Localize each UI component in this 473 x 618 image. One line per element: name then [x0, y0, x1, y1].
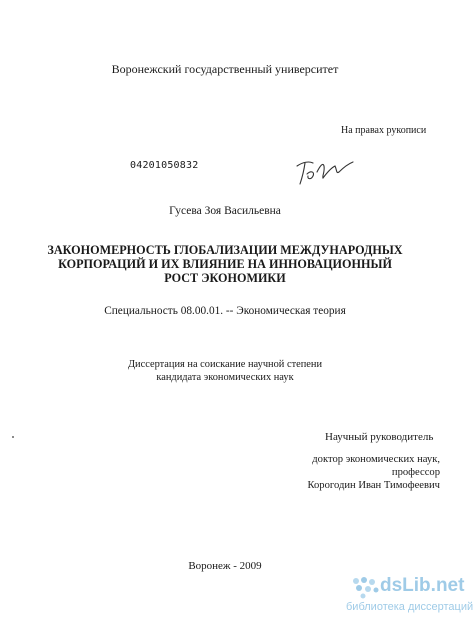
supervisor-name: Корогодин Иван Тимофеевич — [307, 480, 440, 491]
scan-speck — [12, 436, 14, 438]
university-name: Воронежский государственный университет — [111, 62, 339, 76]
supervisor-rank: профессор — [391, 467, 440, 478]
catalog-code: 04201050832 — [130, 160, 199, 171]
watermark-brand: dsLib.net — [380, 575, 465, 596]
purpose-line: Диссертация на соискание научной степени — [127, 359, 323, 370]
author-name: Гусева Зоя Васильевна — [169, 205, 281, 217]
dslib-watermark — [346, 575, 473, 618]
supervisor-degree: доктор экономических наук, — [312, 454, 440, 465]
manuscript-rights-note: На правах рукописи — [341, 125, 427, 136]
watermark-subtitle: библиотека диссертаций — [346, 601, 473, 613]
dissertation-title — [0, 243, 450, 285]
supervisor-heading: Научный руководитель — [325, 431, 434, 443]
degree-purpose — [0, 358, 450, 384]
supervisor-details — [290, 453, 440, 492]
handwritten-signature — [293, 152, 355, 190]
specialty: Специальность 08.00.01. -- Экономическая теория — [104, 305, 346, 317]
dslib-logo-icon — [350, 575, 380, 601]
title-line: ЗАКОНОМЕРНОСТЬ ГЛОБАЛИЗАЦИИ МЕЖДУНАРОДНЫХ — [47, 243, 403, 257]
purpose-line: кандидата экономических наук — [156, 372, 294, 383]
city-year: Воронеж - 2009 — [188, 560, 262, 572]
title-line: РОСТ ЭКОНОМИКИ — [164, 271, 286, 285]
title-line: КОРПОРАЦИЙ И ИХ ВЛИЯНИЕ НА ИННОВАЦИОННЫЙ — [58, 257, 392, 271]
